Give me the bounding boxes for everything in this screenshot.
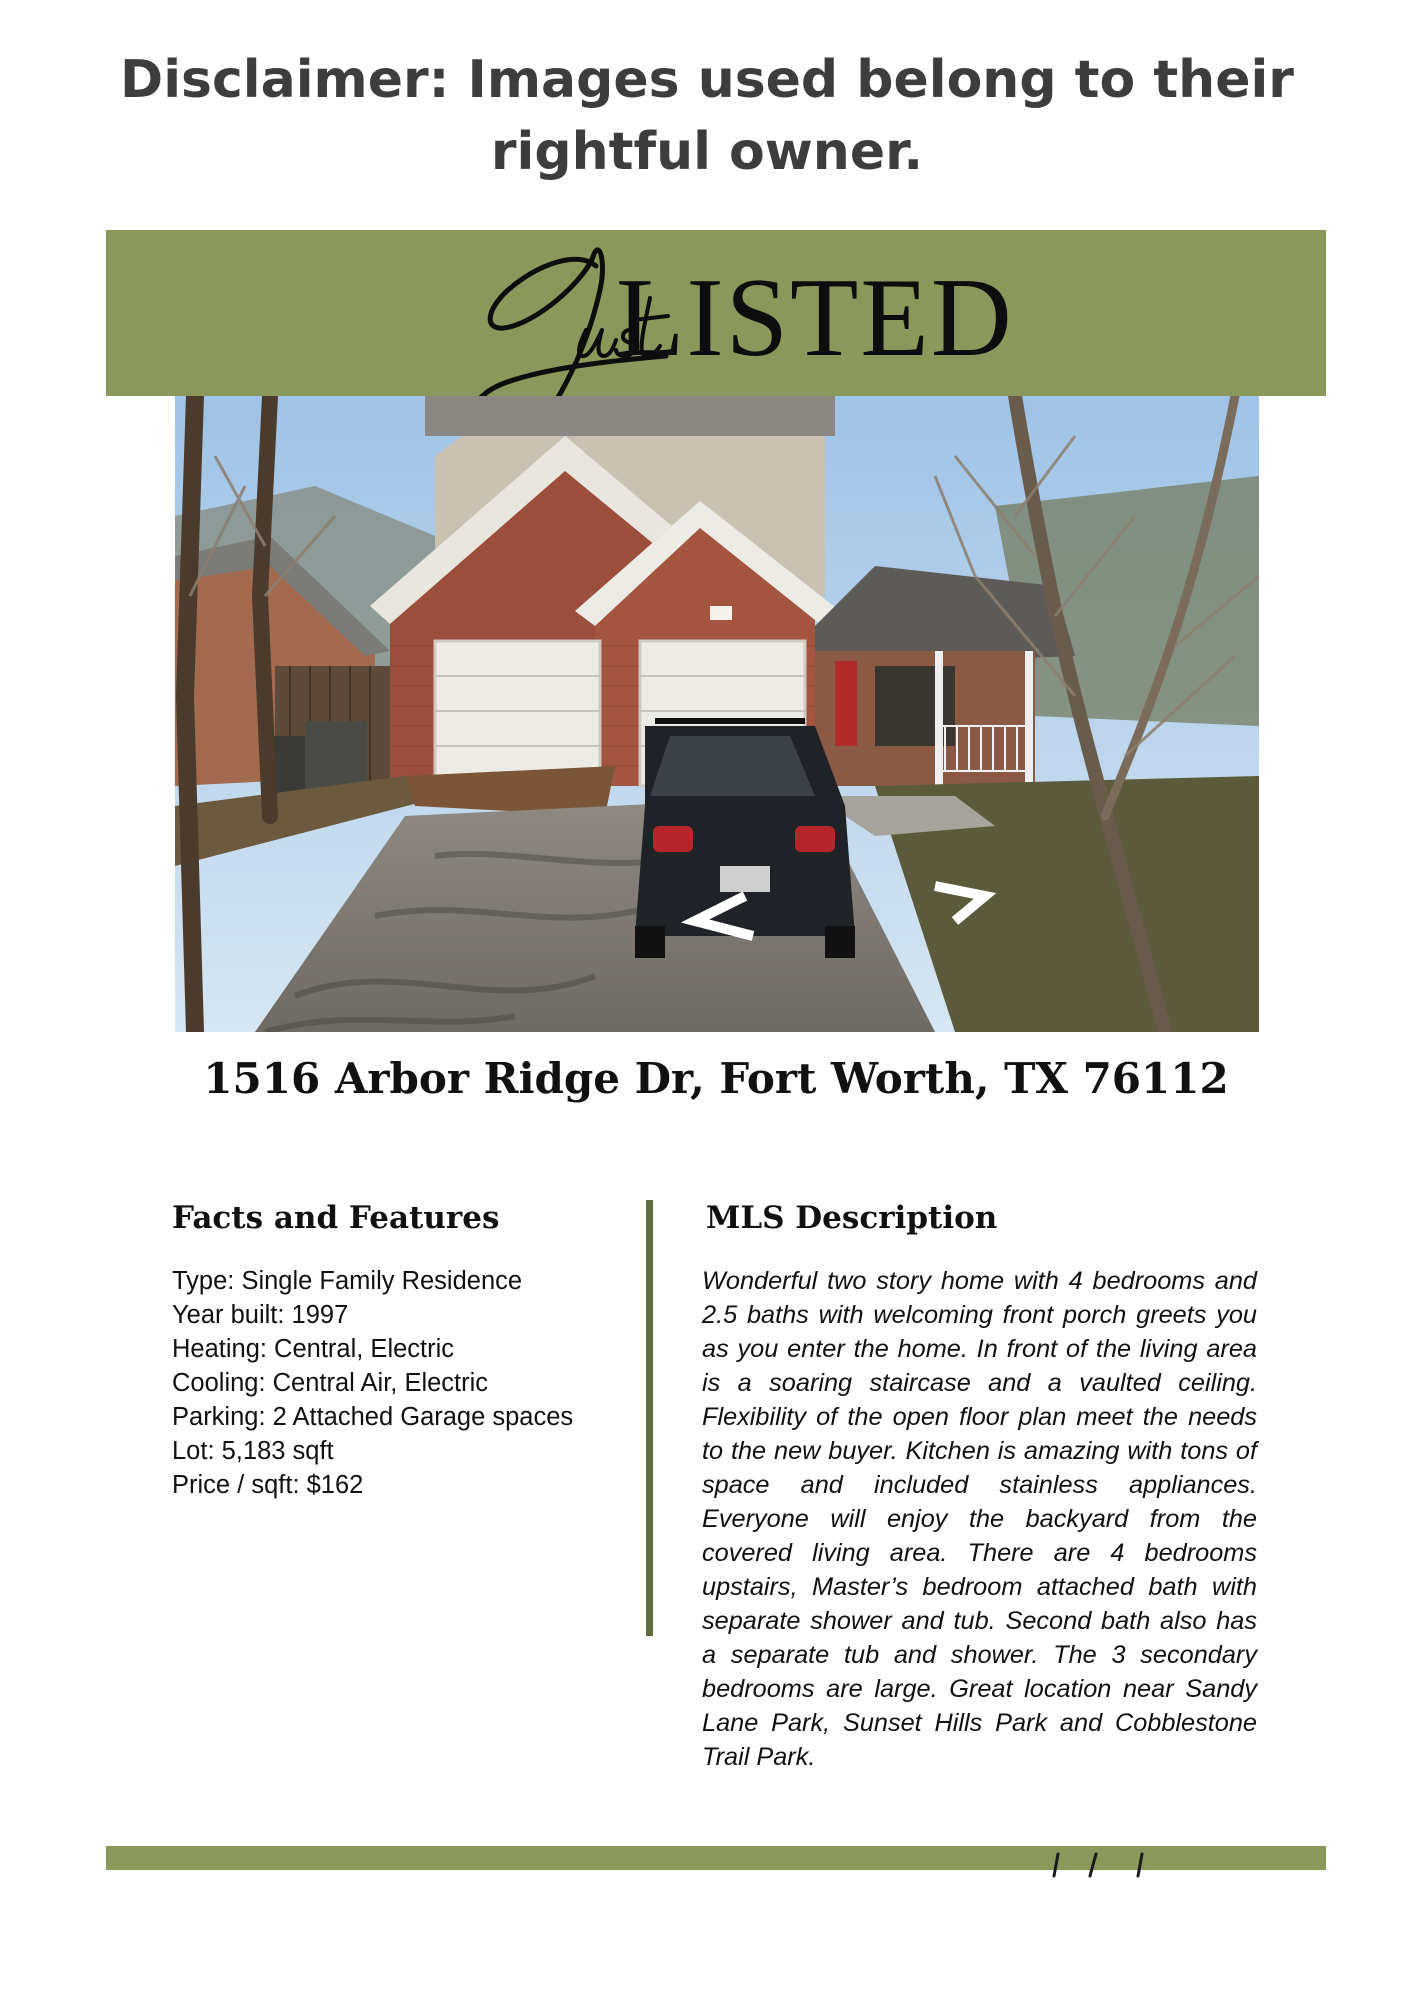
mls-title: MLS Description — [706, 1200, 998, 1236]
property-address: 1516 Arbor Ridge Dr, Fort Worth, TX 76112 — [203, 1054, 1229, 1103]
just-listed-banner — [106, 230, 1326, 396]
fact-item: Parking: 2 Attached Garage spaces — [172, 1403, 574, 1431]
column-divider — [646, 1200, 653, 1636]
footer-script-mark — [1040, 1852, 1160, 1878]
suv — [635, 721, 855, 958]
disclaimer-heading: Disclaimer: Images used belong to their rightful owner. — [120, 50, 1294, 182]
listed-headline: LISTED — [616, 256, 1014, 380]
facts-title: Facts and Features — [172, 1200, 500, 1236]
fact-item: Year built: 1997 — [172, 1301, 349, 1329]
mls-description: Wonderful two story home with 4 bedrooms and 2.5 baths with welcoming front porch greets you as you enter the home. In front of the living area is a soaring staircase and a vaulted ceiling. Flexibility of the open floor plan meet the needs to the new buyer. Kitchen is amazing with tons of space and included stainless appliances. Everyone will enjoy the backyard from the covered living area. There are 4 bedrooms upstairs, Master’s bedroom attached bath with separate shower and tub. Second bath also has a separate tub and shower. The 3 secondary bedrooms are large. Great location near Sandy Lane Park, Sunset Hills Park and Cobblestone Trail Park. — [702, 1267, 1257, 1771]
fact-item: Type: Single Family Residence — [172, 1267, 523, 1295]
facts-list — [172, 1264, 632, 1502]
house-photo — [175, 396, 1259, 1032]
fact-item: Heating: Central, Electric — [172, 1335, 455, 1363]
fact-item: Cooling: Central Air, Electric — [172, 1369, 489, 1397]
fact-item: Price / sqft: $162 — [172, 1471, 364, 1499]
fact-item: Lot: 5,183 sqft — [172, 1437, 334, 1465]
